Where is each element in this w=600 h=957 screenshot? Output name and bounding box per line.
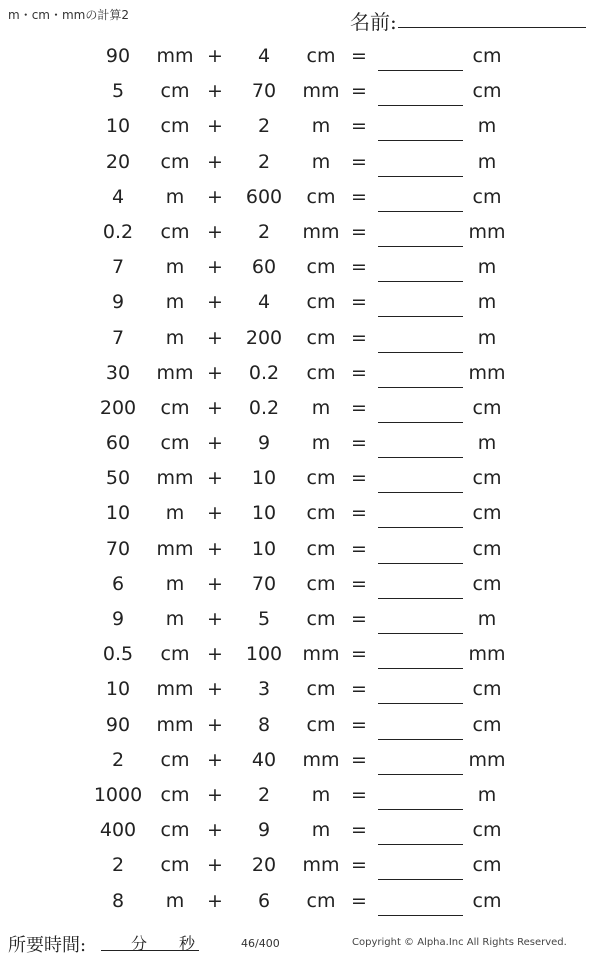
answer-unit: m [477,291,497,314]
second-value: 70 [251,80,277,103]
second-unit: cm [306,361,336,384]
second-unit: cm [306,185,336,208]
operator: + [207,854,223,877]
answer-blank[interactable] [378,246,463,247]
second-unit: mm [302,854,340,877]
time-label: 所要時間: [8,935,87,956]
second-unit: mm [302,748,340,771]
answer-blank[interactable] [378,281,463,282]
operator: + [207,467,223,490]
problem-row [0,778,600,813]
answer-unit: m [477,115,497,138]
first-unit: m [165,889,185,912]
answer-blank[interactable] [378,422,463,423]
problem-row [0,145,600,180]
problem-row [0,356,600,391]
answer-blank[interactable] [378,879,463,880]
equals-sign: = [351,713,367,736]
second-unit: m [311,432,331,455]
answer-unit: cm [472,678,502,701]
first-unit: mm [156,537,194,560]
second-unit: cm [306,326,336,349]
second-value: 20 [251,854,277,877]
operator: + [207,643,223,666]
first-unit: cm [160,396,190,419]
answer-blank[interactable] [378,527,463,528]
operator: + [207,326,223,349]
second-value: 2 [257,783,271,806]
operator: + [207,396,223,419]
second-unit: cm [306,467,336,490]
first-value: 4 [111,185,125,208]
operator: + [207,502,223,525]
operator: + [207,713,223,736]
first-unit: cm [160,432,190,455]
second-value: 6 [257,889,271,912]
second-unit: cm [306,537,336,560]
answer-unit: m [477,783,497,806]
second-value: 100 [245,643,283,666]
operator: + [207,150,223,173]
operator: + [207,678,223,701]
answer-unit: cm [472,396,502,419]
first-value: 1000 [93,783,143,806]
problem-row [0,708,600,743]
minutes-label: 分 [131,934,148,953]
answer-unit: cm [472,889,502,912]
first-value: 10 [105,115,131,138]
answer-unit: cm [472,45,502,67]
answer-unit: mm [468,361,506,384]
seconds-label: 秒 [179,934,196,953]
problem-row [0,743,600,778]
equals-sign: = [351,185,367,208]
first-unit: m [165,326,185,349]
first-value: 9 [111,608,125,630]
answer-unit: m [477,256,497,279]
first-value: 20 [105,150,131,173]
first-value: 90 [105,45,131,67]
first-value: 60 [105,432,131,455]
problem-list [0,39,600,919]
first-value: 0.2 [102,220,134,243]
first-unit: cm [160,150,190,173]
second-unit: mm [302,80,340,103]
answer-blank[interactable] [378,774,463,775]
second-value: 3 [257,678,271,701]
answer-blank[interactable] [378,352,463,353]
equals-sign: = [351,678,367,701]
second-unit: m [311,783,331,806]
worksheet-title: m・cm・mmの計算2 [8,8,129,22]
equals-sign: = [351,80,367,103]
second-unit: m [311,396,331,419]
equals-sign: = [351,608,367,630]
answer-blank[interactable] [378,316,463,317]
operator: + [207,783,223,806]
operator: + [207,220,223,243]
answer-blank[interactable] [378,809,463,810]
answer-blank[interactable] [378,844,463,845]
problem-row [0,848,600,883]
first-value: 6 [111,572,125,595]
first-unit: m [165,185,185,208]
second-value: 2 [257,115,271,138]
equals-sign: = [351,115,367,138]
second-unit: cm [306,678,336,701]
second-unit: cm [306,291,336,314]
second-value: 9 [257,819,271,842]
first-unit: cm [160,80,190,103]
answer-unit: cm [472,572,502,595]
equals-sign: = [351,572,367,595]
second-value: 8 [257,713,271,736]
answer-blank[interactable] [378,915,463,916]
operator: + [207,889,223,912]
equals-sign: = [351,396,367,419]
answer-unit: cm [472,819,502,842]
answer-blank[interactable] [378,668,463,669]
second-unit: cm [306,713,336,736]
answer-unit: cm [472,502,502,525]
answer-unit: m [477,326,497,349]
answer-unit: cm [472,467,502,490]
first-unit: m [165,608,185,630]
second-unit: m [311,150,331,173]
second-value: 60 [251,256,277,279]
answer-blank[interactable] [378,140,463,141]
answer-blank[interactable] [378,633,463,634]
problem-row [0,884,600,919]
first-unit: mm [156,467,194,490]
first-value: 30 [105,361,131,384]
first-value: 5 [111,80,125,103]
second-value: 40 [251,748,277,771]
first-value: 9 [111,291,125,314]
second-unit: cm [306,608,336,630]
second-value: 10 [251,537,277,560]
first-value: 2 [111,748,125,771]
equals-sign: = [351,45,367,67]
first-unit: m [165,502,185,525]
second-value: 5 [257,608,271,630]
second-unit: cm [306,572,336,595]
first-value: 90 [105,713,131,736]
first-unit: cm [160,643,190,666]
first-unit: cm [160,783,190,806]
first-value: 0.5 [102,643,134,666]
problem-row [0,39,600,74]
second-value: 70 [251,572,277,595]
second-unit: mm [302,220,340,243]
name-label: 名前: [350,10,397,34]
operator: + [207,256,223,279]
problem-row [0,285,600,320]
first-unit: m [165,291,185,314]
problem-row [0,250,600,285]
answer-blank[interactable] [378,387,463,388]
operator: + [207,80,223,103]
second-unit: cm [306,45,336,67]
second-value: 200 [245,326,283,349]
answer-unit: cm [472,80,502,103]
second-value: 4 [257,291,271,314]
second-unit: cm [306,256,336,279]
equals-sign: = [351,361,367,384]
second-value: 10 [251,467,277,490]
second-unit: m [311,115,331,138]
first-unit: mm [156,713,194,736]
equals-sign: = [351,291,367,314]
answer-unit: mm [468,643,506,666]
second-value: 4 [257,45,271,67]
answer-unit: m [477,432,497,455]
first-value: 400 [99,819,137,842]
answer-blank[interactable] [378,739,463,740]
answer-unit: cm [472,537,502,560]
problem-row [0,391,600,426]
equals-sign: = [351,432,367,455]
problem-row [0,215,600,250]
problem-row [0,567,600,602]
problem-row [0,637,600,672]
operator: + [207,608,223,630]
answer-unit: mm [468,220,506,243]
operator: + [207,819,223,842]
first-unit: cm [160,748,190,771]
copyright: Copyright © Alpha.Inc All Rights Reserved. [352,937,567,948]
second-unit: mm [302,643,340,666]
first-value: 50 [105,467,131,490]
answer-unit: cm [472,854,502,877]
first-unit: cm [160,854,190,877]
operator: + [207,185,223,208]
first-unit: mm [156,45,194,67]
problem-row [0,496,600,531]
problem-row [0,532,600,567]
page-number: 46/400 [241,937,280,950]
operator: + [207,115,223,138]
problem-row [0,813,600,848]
equals-sign: = [351,819,367,842]
equals-sign: = [351,220,367,243]
first-unit: mm [156,678,194,701]
equals-sign: = [351,537,367,560]
problem-row [0,602,600,637]
first-value: 200 [99,396,137,419]
equals-sign: = [351,256,367,279]
first-value: 10 [105,502,131,525]
answer-blank[interactable] [378,211,463,212]
equals-sign: = [351,854,367,877]
first-value: 7 [111,256,125,279]
second-value: 10 [251,502,277,525]
equals-sign: = [351,889,367,912]
problem-row [0,180,600,215]
operator: + [207,537,223,560]
problem-row [0,74,600,109]
name-field[interactable] [398,27,586,28]
problem-row [0,109,600,144]
operator: + [207,361,223,384]
second-unit: m [311,819,331,842]
answer-blank[interactable] [378,563,463,564]
first-unit: cm [160,115,190,138]
operator: + [207,291,223,314]
answer-blank[interactable] [378,70,463,71]
first-value: 7 [111,326,125,349]
answer-blank[interactable] [378,105,463,106]
answer-unit: cm [472,185,502,208]
problem-row [0,461,600,496]
answer-unit: cm [472,713,502,736]
answer-unit: mm [468,748,506,771]
equals-sign: = [351,150,367,173]
answer-blank[interactable] [378,598,463,599]
second-value: 0.2 [248,396,280,419]
problem-row [0,426,600,461]
first-unit: mm [156,361,194,384]
second-value: 0.2 [248,361,280,384]
operator: + [207,572,223,595]
first-unit: cm [160,220,190,243]
first-value: 70 [105,537,131,560]
answer-unit: m [477,150,497,173]
first-value: 8 [111,889,125,912]
operator: + [207,432,223,455]
second-unit: cm [306,889,336,912]
second-value: 600 [245,185,283,208]
second-value: 9 [257,432,271,455]
operator: + [207,748,223,771]
answer-blank[interactable] [378,492,463,493]
second-unit: cm [306,502,336,525]
second-value: 2 [257,150,271,173]
answer-blank[interactable] [378,457,463,458]
first-unit: m [165,256,185,279]
equals-sign: = [351,783,367,806]
answer-blank[interactable] [378,703,463,704]
operator: + [207,45,223,67]
answer-blank[interactable] [378,176,463,177]
equals-sign: = [351,467,367,490]
second-value: 2 [257,220,271,243]
problem-row [0,672,600,707]
equals-sign: = [351,502,367,525]
first-unit: m [165,572,185,595]
first-value: 2 [111,854,125,877]
first-unit: cm [160,819,190,842]
equals-sign: = [351,748,367,771]
answer-unit: m [477,608,497,630]
problem-row [0,321,600,356]
equals-sign: = [351,643,367,666]
equals-sign: = [351,326,367,349]
first-value: 10 [105,678,131,701]
